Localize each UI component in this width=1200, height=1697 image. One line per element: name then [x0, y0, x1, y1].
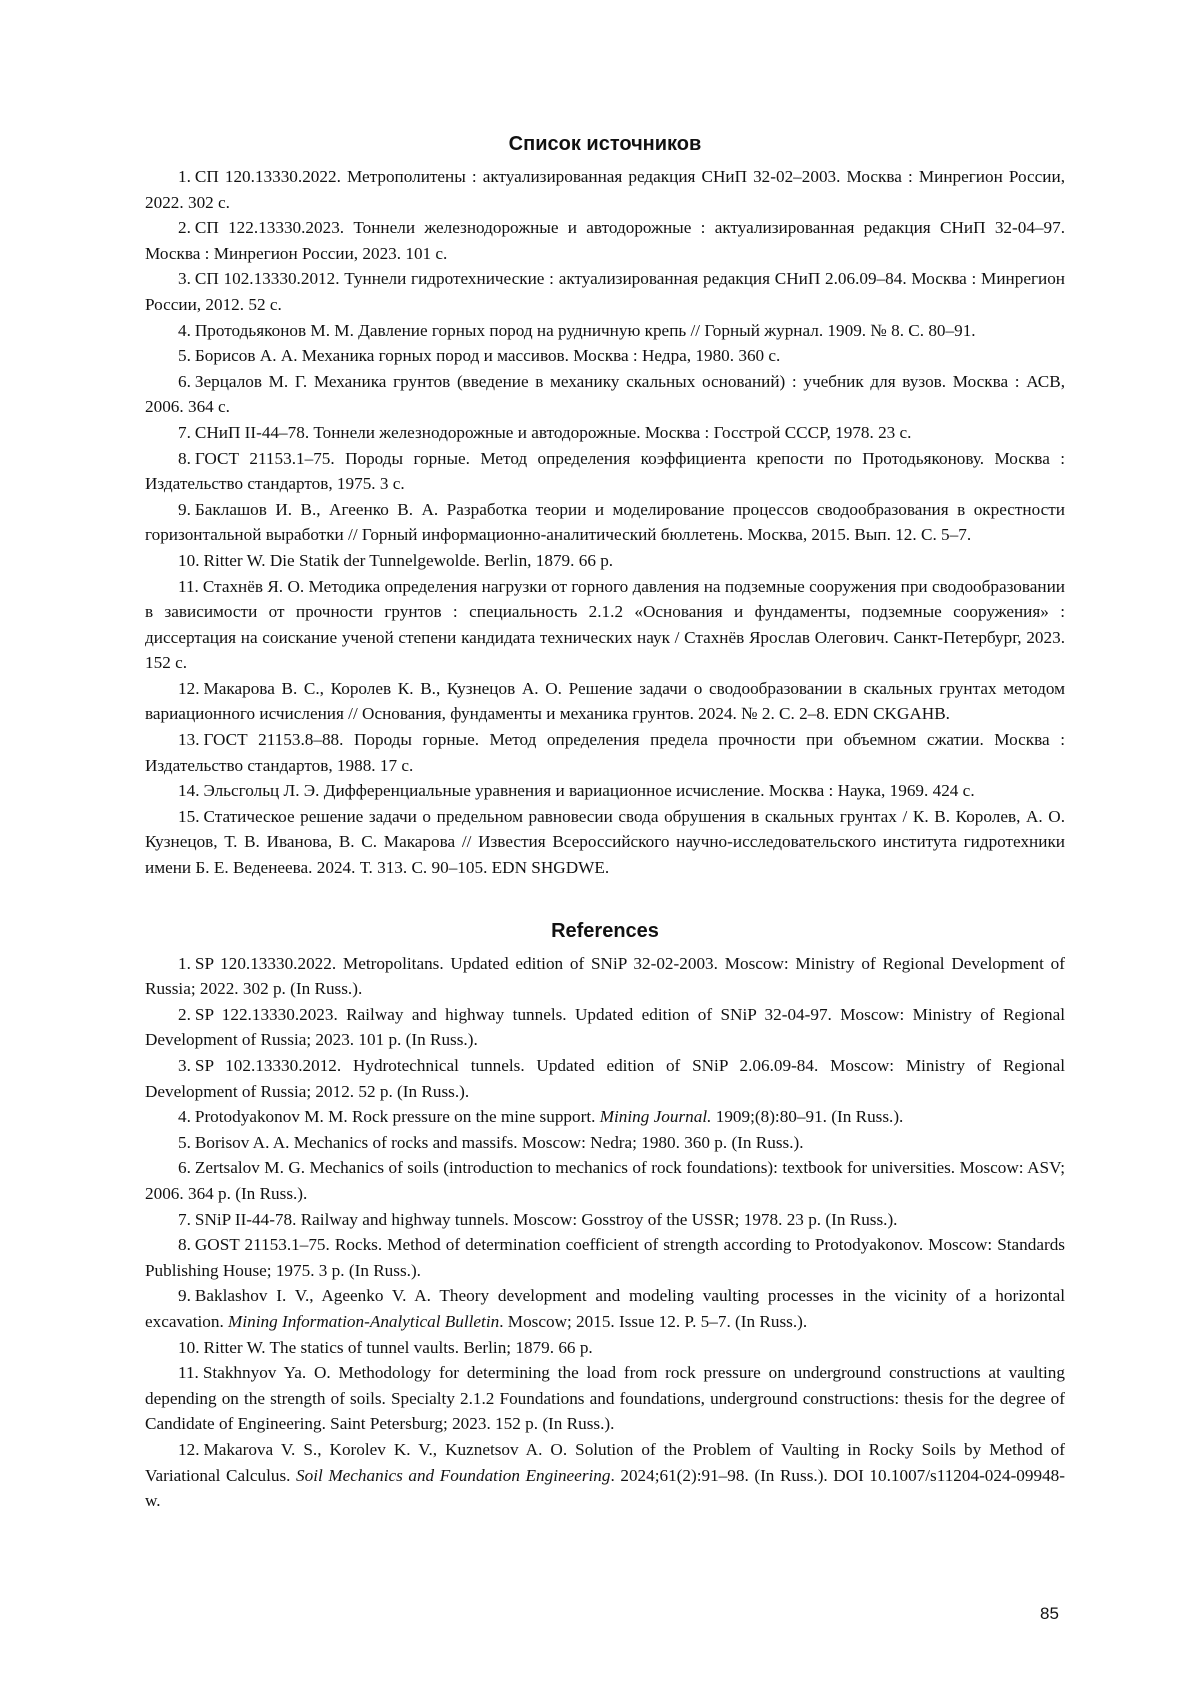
- ref-number: 14.: [178, 781, 199, 800]
- ref-text: SP 102.13330.2012. Hydrotechnical tunnels. Updated edition of SNiP 2.06.09-84. Moscow: Ministry of Regional Development of Russia; 2012. 52 p. (In Russ.).: [145, 1056, 1065, 1101]
- en-reference-item: [145, 1335, 1065, 1361]
- ru-reference-item: [145, 446, 1065, 497]
- ru-reference-item: [145, 369, 1065, 420]
- ref-number: 1.: [178, 954, 191, 973]
- ref-number: 1.: [178, 167, 191, 186]
- en-reference-item: [145, 1002, 1065, 1053]
- ref-number: 8.: [178, 449, 191, 468]
- ref-number: 5.: [178, 1133, 191, 1152]
- ru-reference-item: [145, 548, 1065, 574]
- ru-reference-item: [145, 343, 1065, 369]
- ref-number: 7.: [178, 1210, 191, 1229]
- ref-number: 10.: [178, 551, 199, 570]
- en-reference-item: [145, 951, 1065, 1002]
- ref-text: SP 122.13330.2023. Railway and highway tunnels. Updated edition of SNiP 32-04-97. Moscow: Ministry of Regional Development of Russia; 2023. 101 p. (In Russ.).: [145, 1005, 1065, 1050]
- ref-text: Ritter W. Die Statik der Tunnelgewolde. Berlin, 1879. 66 p.: [203, 551, 613, 570]
- ref-text: Эльсгольц Л. Э. Дифференциальные уравнения и вариационное исчисление. Москва : Наука, 1969. 424 с.: [203, 781, 974, 800]
- ref-text-pre: Baklashov I. V., Ageenko V. A. Theory development and modeling vaulting processes in the vicinity of a horizontal excavation.: [145, 1286, 1065, 1331]
- journal-title: Mining Information-Analytical Bulletin: [228, 1312, 499, 1331]
- ru-reference-item: [145, 215, 1065, 266]
- ref-number: 15.: [178, 807, 199, 826]
- ref-number: 7.: [178, 423, 191, 442]
- ref-number: 8.: [178, 1235, 191, 1254]
- en-section-title: References: [145, 917, 1065, 945]
- en-reference-item: [145, 1104, 1065, 1130]
- ru-reference-item: [145, 676, 1065, 727]
- en-reference-item: [145, 1207, 1065, 1233]
- ru-references-section: [145, 130, 1065, 881]
- en-reference-item: [145, 1130, 1065, 1156]
- ref-number: 10.: [178, 1338, 199, 1357]
- journal-title: Mining Journal.: [600, 1107, 712, 1126]
- ref-text-post: . 2024;61(2):91–98. (In Russ.). DOI 10.1007/s11204-024-09948-w.: [145, 1466, 1065, 1511]
- ref-text-post: . Moscow; 2015. Issue 12. P. 5–7. (In Russ.).: [499, 1312, 807, 1331]
- ref-text-pre: Protodyakonov M. M. Rock pressure on the mine support.: [195, 1107, 600, 1126]
- ref-text-pre: Makarova V. S., Korolev K. V., Kuznetsov A. O. Solution of the Problem of Vaulting in Rocky Soils by Method of Variational Calculus.: [145, 1440, 1065, 1485]
- ref-number: 3.: [178, 1056, 191, 1075]
- ru-reference-item: [145, 164, 1065, 215]
- journal-title: Soil Mechanics and Foundation Engineering: [296, 1466, 610, 1485]
- en-reference-list: [145, 951, 1065, 1514]
- ref-text: Зерцалов М. Г. Механика грунтов (введение в механику скальных оснований) : учебник для вузов. Москва : АСВ, 2006. 364 с.: [145, 372, 1065, 417]
- ref-text: Borisov A. A. Mechanics of rocks and massifs. Moscow: Nedra; 1980. 360 p. (In Russ.).: [195, 1133, 804, 1152]
- ru-reference-item: [145, 804, 1065, 881]
- ref-text: Статическое решение задачи о предельном равновесии свода обрушения в скальных грунтах / К. В. Королев, А. О. Кузнецов, Т. В. Иванова, В. С. Макарова // Известия Всероссийского научно-исследовательского института гидротехники имени Б. Е. Веденеева. 2024. Т. 313. С. 90–105. EDN SHGDWE.: [145, 807, 1065, 877]
- ref-number: 11.: [178, 1363, 199, 1382]
- en-reference-item: [145, 1360, 1065, 1437]
- ref-number: 12.: [178, 679, 199, 698]
- ref-text: Stakhnyov Ya. O. Methodology for determining the load from rock pressure on underground constructions at vaulting depending on the strength of soils. Specialty 2.1.2 Foundations and foundations, underground constructions: thesis for the degree of Candidate of Engineering. Saint Petersburg; 2023. 152 p. (In Russ.).: [145, 1363, 1065, 1433]
- ref-text: Ritter W. The statics of tunnel vaults. Berlin; 1879. 66 p.: [203, 1338, 592, 1357]
- en-reference-item: [145, 1437, 1065, 1514]
- ref-text: Борисов А. А. Механика горных пород и массивов. Москва : Недра, 1980. 360 с.: [195, 346, 780, 365]
- ru-reference-list: [145, 164, 1065, 881]
- ref-number: 2.: [178, 1005, 191, 1024]
- ref-text: SNiP II-44-78. Railway and highway tunnels. Moscow: Gosstroy of the USSR; 1978. 23 p. (In Russ.).: [195, 1210, 898, 1229]
- ref-number: 3.: [178, 269, 191, 288]
- ref-text: SP 120.13330.2022. Metropolitans. Updated edition of SNiP 32-02-2003. Moscow: Ministry of Regional Development of Russia; 2022. 302 p. (In Russ.).: [145, 954, 1065, 999]
- en-references-section: [145, 917, 1065, 1514]
- ref-number: 6.: [178, 372, 191, 391]
- ru-reference-item: [145, 574, 1065, 676]
- en-reference-item: [145, 1283, 1065, 1334]
- ref-number: 11.: [178, 577, 199, 596]
- ru-reference-item: [145, 778, 1065, 804]
- en-reference-item: [145, 1053, 1065, 1104]
- ru-reference-item: [145, 727, 1065, 778]
- ref-number: 6.: [178, 1158, 191, 1177]
- en-reference-item: [145, 1155, 1065, 1206]
- ru-reference-item: [145, 318, 1065, 344]
- ref-number: 9.: [178, 500, 191, 519]
- ref-text: СНиП II-44–78. Тоннели железнодорожные и автодорожные. Москва : Госстрой СССР, 1978. 23 с.: [195, 423, 912, 442]
- ref-text: СП 122.13330.2023. Тоннели железнодорожные и автодорожные : актуализированная редакция СНиП 32-04–97. Москва : Минрегион России, 2023. 101 с.: [145, 218, 1065, 263]
- ref-text: СП 120.13330.2022. Метрополитены : актуализированная редакция СНиП 32-02–2003. Москва : Минрегион России, 2022. 302 с.: [145, 167, 1065, 212]
- ref-number: 4.: [178, 1107, 191, 1126]
- ru-reference-item: [145, 266, 1065, 317]
- ref-text: Протодьяконов М. М. Давление горных пород на рудничную крепь // Горный журнал. 1909. № 8. С. 80–91.: [195, 321, 976, 340]
- ru-reference-item: [145, 420, 1065, 446]
- ref-text: ГОСТ 21153.1–75. Породы горные. Метод определения коэффициента крепости по Протодьяконову. Москва : Издательство стандартов, 1975. 3 с.: [145, 449, 1065, 494]
- ref-text: Стахнёв Я. О. Методика определения нагрузки от горного давления на подземные сооружения при сводообразовании в зависимости от прочности грунтов : специальность 2.1.2 «Основания и фундаменты, подземные сооружения» : диссертация на соискание ученой степени кандидата технических наук / Стахнёв Ярослав Олегович. Санкт-Петербург, 2023. 152 с.: [145, 577, 1065, 673]
- ref-text: Zertsalov M. G. Mechanics of soils (introduction to mechanics of rock foundations): textbook for universities. Moscow: ASV; 2006. 364 p. (In Russ.).: [145, 1158, 1065, 1203]
- ref-text-post: 1909;(8):80–91. (In Russ.).: [711, 1107, 903, 1126]
- en-reference-item: [145, 1232, 1065, 1283]
- ref-number: 12.: [178, 1440, 199, 1459]
- ref-number: 4.: [178, 321, 191, 340]
- section-divider-space: [145, 881, 1065, 917]
- ref-number: 9.: [178, 1286, 191, 1305]
- ru-reference-item: [145, 497, 1065, 548]
- ref-number: 5.: [178, 346, 191, 365]
- ref-text: ГОСТ 21153.8–88. Породы горные. Метод определения предела прочности при объемном сжатии. Москва : Издательство стандартов, 1988. 17 с.: [145, 730, 1065, 775]
- ref-text: Макарова В. С., Королев К. В., Кузнецов А. О. Решение задачи о сводообразовании в скальных грунтах методом вариационного исчисления // Основания, фундаменты и механика грунтов. 2024. № 2. С. 2–8. EDN CKGAHB.: [145, 679, 1065, 724]
- ref-number: 2.: [178, 218, 191, 237]
- ref-number: 13.: [178, 730, 199, 749]
- page-number: 85: [1040, 1604, 1059, 1624]
- ref-text: Баклашов И. В., Агеенко В. А. Разработка теории и моделирование процессов сводообразования в окрестности горизонтальной выработки // Горный информационно-аналитический бюллетень. Москва, 2015. Вып. 12. С. 5–7.: [145, 500, 1065, 545]
- page-content: [145, 130, 1065, 1514]
- ru-section-title: Список источников: [145, 130, 1065, 158]
- ref-text: СП 102.13330.2012. Туннели гидротехнические : актуализированная редакция СНиП 2.06.09–84. Москва : Минрегион России, 2012. 52 с.: [145, 269, 1065, 314]
- ref-text: GOST 21153.1–75. Rocks. Method of determination coefficient of strength according to Protodyakonov. Moscow: Standards Publishing House; 1975. 3 p. (In Russ.).: [145, 1235, 1065, 1280]
